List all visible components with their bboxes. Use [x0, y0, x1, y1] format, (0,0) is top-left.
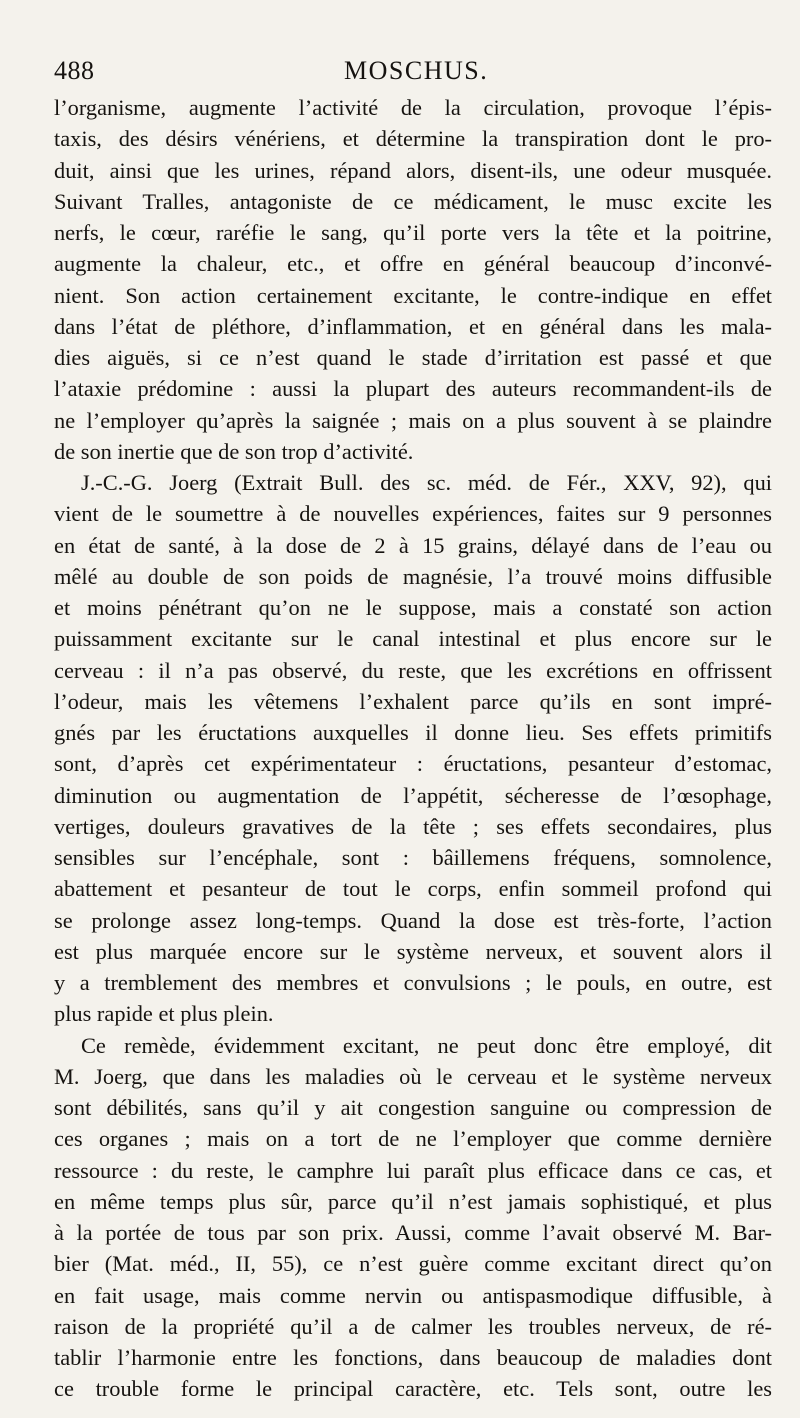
text-line: cerveau : il n’a pas observé, du reste, que les excrétions en offrissent — [54, 657, 772, 683]
text-line: ressource : du reste, le camphre lui paraît plus efficace dans ce cas, et — [54, 1157, 772, 1183]
text-line: bier (Mat. méd., II, 55), ce n’est guère comme excitant direct qu’on — [54, 1251, 772, 1277]
text-line: ces organes ; mais on a tort de ne l’employer que comme dernière — [54, 1126, 772, 1152]
text-line: de son inertie que de son trop d’activité. — [54, 438, 414, 464]
text-line: mêlé au double de son poids de magnésie, l’a trouvé moins diffusible — [54, 563, 772, 589]
text-line: l’odeur, mais les vêtemens l’exhalent parce qu’ils en sont impré- — [54, 688, 772, 714]
text-line: J.-C.-G. Joerg (Extrait Bull. des sc. méd. de Fér., XXV, 92), qui — [81, 470, 772, 495]
paragraph-2 — [54, 467, 772, 1030]
text-line: vient de le soumettre à de nouvelles expériences, faites sur 9 personnes — [54, 501, 772, 527]
text-line: en même temps plus sûr, parce qu’il n’est jamais sophistiqué, et plus — [54, 1188, 772, 1214]
text-line: nient. Son action certainement excitante, le contre-indique en effet — [54, 282, 772, 308]
text-line: en fait usage, mais comme nervin ou antispasmodique diffusible, à — [54, 1282, 772, 1308]
text-line: en état de santé, à la dose de 2 à 15 grains, délayé dans de l’eau ou — [54, 532, 772, 558]
text-line: y a tremblement des membres et convulsions ; le pouls, en outre, est — [54, 970, 772, 995]
text-line: plus rapide et plus plein. — [54, 1001, 274, 1027]
text-line: et moins pénétrant qu’on ne le suppose, mais a constaté son action — [54, 595, 772, 620]
paragraph-3 — [54, 1030, 772, 1405]
page-number: 488 — [54, 56, 95, 85]
text-line: vertiges, douleurs gravatives de la tête ; ses effets secondaires, plus — [54, 813, 772, 839]
text-line: sont, d’après cet expérimentateur : éructations, pesanteur d’estomac, — [54, 751, 772, 777]
text-line: duit, ainsi que les urines, répand alors, disent-ils, une odeur musquée. — [54, 157, 772, 183]
text-line: ce trouble forme le principal caractère, etc. Tels sont, outre les — [54, 1376, 772, 1402]
text-line: M. Joerg, que dans les maladies où le cerveau et le système nerveux — [54, 1063, 772, 1089]
body-text — [54, 92, 772, 1405]
text-line: à la portée de tous par son prix. Aussi, comme l’avait observé M. Bar- — [54, 1220, 772, 1245]
paragraph-1 — [54, 92, 772, 467]
text-line: dies aiguës, si ce n’est quand le stade d’irritation est passé et que — [54, 345, 772, 370]
text-line: taxis, des désirs vénériens, et détermine la transpiration dont le pro- — [54, 126, 772, 152]
text-line: diminution ou augmentation de l’appétit, sécheresse de l’œsophage, — [54, 782, 772, 808]
text-line: tablir l’harmonie entre les fonctions, dans beaucoup de maladies dont — [54, 1345, 772, 1370]
text-line: sensibles sur l’encéphale, sont : bâillemens fréquens, somnolence, — [54, 845, 772, 870]
text-line: se prolonge assez long-temps. Quand la dose est très-forte, l’action — [54, 907, 772, 933]
text-line: dans l’état de pléthore, d’inflammation, et en général dans les mala- — [54, 313, 772, 339]
text-line: l’ataxie prédomine : aussi la plupart des auteurs recommandent-ils de — [54, 376, 772, 402]
text-line: abattement et pesanteur de tout le corps, enfin sommeil profond qui — [54, 876, 772, 902]
text-line: Ce remède, évidemment excitant, ne peut donc être employé, dit — [81, 1032, 772, 1058]
text-line: gnés par les éructations auxquelles il donne lieu. Ses effets primitifs — [54, 720, 772, 745]
running-head — [54, 56, 772, 92]
text-line: nerfs, le cœur, raréfie le sang, qu’il porte vers la tête et la poitrine, — [54, 220, 772, 245]
text-line: l’organisme, augmente l’activité de la circulation, provoque l’épis- — [54, 95, 772, 120]
text-line: puissamment excitante sur le canal intestinal et plus encore sur le — [54, 626, 772, 652]
running-title: MOSCHUS. — [344, 56, 489, 85]
text-line: Suivant Tralles, antagoniste de ce médicament, le musc excite les — [54, 188, 772, 214]
text-line: est plus marquée encore sur le système nerveux, et souvent alors il — [54, 938, 772, 964]
text-line: sont débilités, sans qu’il y ait congestion sanguine ou compression de — [54, 1095, 772, 1120]
text-line: ne l’employer qu’après la saignée ; mais on a plus souvent à se plaindre — [54, 407, 772, 433]
text-line: augmente la chaleur, etc., et offre en général beaucoup d’inconvé- — [54, 251, 772, 277]
text-line: raison de la propriété qu’il a de calmer les troubles nerveux, de ré- — [54, 1313, 772, 1339]
